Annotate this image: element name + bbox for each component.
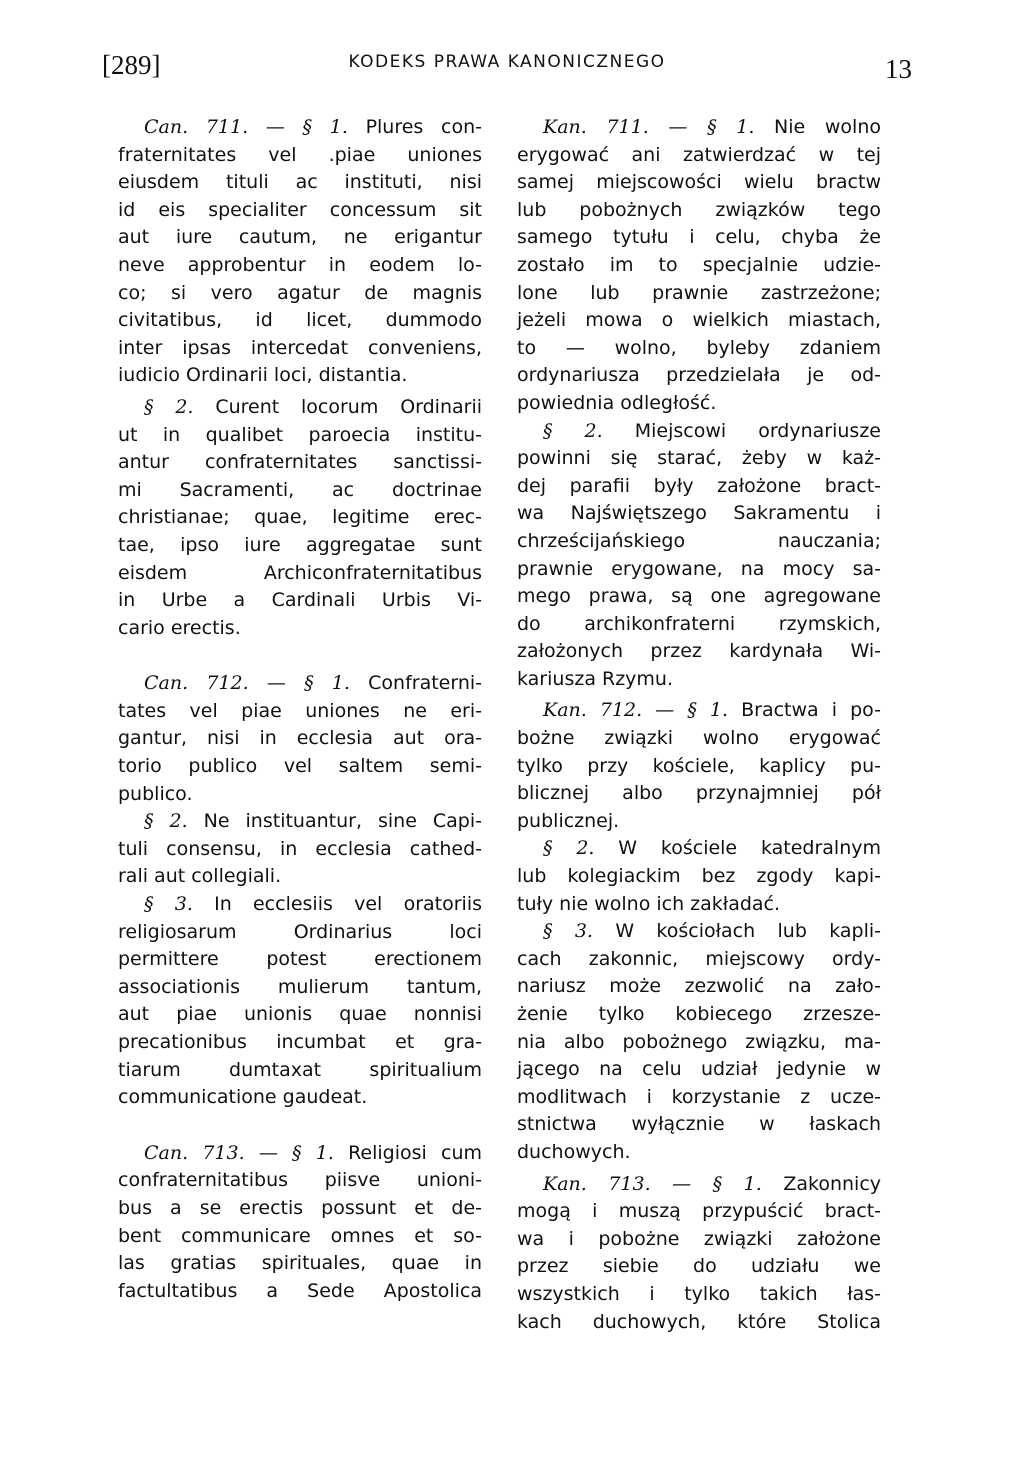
text-line: communicatione gaudeat. — [118, 1086, 368, 1109]
text-line: nariusz może zezwolić na zało- — [517, 975, 881, 998]
text-line: § 3. In ecclesiis vel oratoriis — [144, 893, 482, 916]
running-title: KODEKS PRAWA KANONICZNEGO — [348, 52, 666, 72]
text-line: publico. — [118, 782, 193, 805]
text-line: tuły nie wolno ich zakładać. — [517, 892, 781, 915]
text-line: założonych przez kardynała Wi- — [517, 640, 881, 663]
text-line: iudicio Ordinarii loci, distantia. — [118, 364, 408, 387]
canon-label: Kan. 711. — § 1. — [543, 116, 755, 138]
canon-label: Kan. 713. — § 1. — [543, 1172, 762, 1195]
text-line: tylko przy kościele, kaplicy pu- — [517, 754, 881, 777]
page-reference: [289] — [102, 50, 161, 80]
text-line: § 2. Curent locorum Ordinarii — [144, 395, 483, 418]
text-line: Kan. 711. — § 1. Nie wolno — [543, 116, 881, 138]
section-label: § 2. — [144, 810, 188, 833]
text-line: aut iure cautum, ne erigantur — [118, 226, 482, 249]
text-line: confraternitatibus piisve unioni- — [118, 1169, 482, 1192]
canon-label: Kan. 712. — § 1. — [543, 699, 729, 722]
text-line: erygować ani zatwierdzać w tej — [517, 143, 881, 166]
text-line: id eis specialiter concessum sit — [118, 198, 482, 221]
page-number: 13 — [885, 54, 912, 84]
text-line: cach zakonnic, miejscowy ordy- — [517, 947, 881, 970]
text-line: religiosarum Ordinarius loci — [118, 920, 482, 943]
section-label: § 3. — [144, 893, 193, 916]
text-line: to — wolno, byleby zdaniem — [517, 336, 881, 359]
text-line: zostało im to specjalnie udzie- — [517, 253, 881, 276]
text-line: modlitwach i korzystanie z ucze- — [517, 1085, 881, 1108]
text-line: wszystkich i tylko takich łas- — [517, 1282, 881, 1305]
text-line: blicznej albo przynajmniej pół — [517, 782, 881, 805]
text-line: associationis mulierum tantum, — [118, 975, 482, 998]
section-label: § 2. — [543, 837, 595, 860]
text-line: Can. 713. — § 1. Religiosi cum — [144, 1141, 482, 1164]
section-label: § 2. — [144, 395, 194, 418]
text-line: prawnie erygowane, na mocy sa- — [517, 557, 881, 580]
text-line: kariusza Rzymu. — [517, 667, 674, 690]
text-line: samej miejscowości wielu bractw — [517, 171, 881, 194]
text-line: antur confraternitates sanctissi- — [118, 451, 482, 474]
text-line: gantur, nisi in ecclesia aut ora- — [118, 727, 482, 750]
text-line: bus a se erectis possunt et de- — [118, 1196, 482, 1219]
text-line: rali aut collegiali. — [118, 865, 282, 888]
text-line: eisdem Archiconfraternitatibus — [118, 561, 482, 584]
polish-column — [517, 114, 881, 1336]
text-line: bent communicare omnes et so- — [118, 1224, 482, 1247]
text-line: duchowych. — [517, 1140, 631, 1163]
text-line: stnictwa wyłącznie w łaskach — [517, 1113, 881, 1136]
section-label: § 3. — [543, 920, 593, 943]
text-line: Can. 712. — § 1. Confraterni- — [144, 672, 483, 695]
text-line: wa i pobożne związki założone — [517, 1227, 881, 1250]
text-line: torio publico vel saltem semi- — [118, 755, 482, 778]
text-line: co; si vero agatur de magnis — [118, 281, 482, 304]
text-line: § 2. Ne instituantur, sine Capi- — [144, 810, 482, 833]
text-line: permittere potest erectionem — [118, 948, 482, 971]
text-line: nia albo pobożnego związku, ma- — [517, 1030, 881, 1053]
text-line: precationibus incumbat et gra- — [118, 1031, 482, 1053]
canon-713-polish — [517, 1171, 881, 1337]
text-line: in Urbe a Cardinali Urbis Vi- — [118, 589, 482, 612]
text-line: publicznej. — [517, 809, 620, 832]
canon-label: Can. 712. — § 1. — [144, 672, 350, 695]
text-line: ordynariusza przedzielała je od- — [517, 364, 881, 387]
text-line: chrześcijańskiego nauczania; — [517, 529, 881, 552]
text-line: lub pobożnych związków tego — [517, 198, 881, 221]
text-line: jącego na celu udział jedynie w — [517, 1058, 881, 1081]
text-line: cario erectis. — [118, 616, 241, 639]
text-line: mogą i muszą przypuścić bract- — [517, 1200, 881, 1223]
canon-713-latin — [118, 1140, 482, 1306]
canon-711-polish — [517, 114, 881, 693]
text-line: ut in qualibet paroecia institu- — [118, 423, 482, 446]
text-line: jeżeli mowa o wielkich miastach, — [517, 309, 881, 332]
text-line: kach duchowych, które Stolica — [517, 1310, 881, 1333]
text-line: tates vel piae uniones ne eri- — [118, 699, 482, 722]
text-line: tae, ipso iure aggregatae sunt — [118, 533, 482, 556]
text-line: § 2. Miejscowi ordynariusze — [543, 419, 881, 442]
text-line: żenie tylko kobiecego zrzesze- — [517, 1003, 881, 1025]
text-line: powinni się starać, żeby w każ- — [517, 447, 881, 470]
text-line: dej parafii były założone bract- — [517, 474, 881, 497]
text-line: las gratias spirituales, quae in — [118, 1252, 482, 1275]
text-line: tiarum dumtaxat spiritualium — [118, 1058, 482, 1081]
text-line: lone lub prawnie zastrzeżone; — [517, 281, 881, 304]
text-line: przez siebie do udziału we — [517, 1255, 881, 1278]
canon-label: Can. 713. — § 1. — [144, 1141, 334, 1164]
text-line: eiusdem tituli ac instituti, nisi — [118, 171, 482, 194]
text-line: wa Najświętszego Sakramentu i — [517, 502, 881, 525]
text-line: Can. 711. — § 1. Plures con- — [144, 116, 482, 138]
canon-711-latin — [118, 114, 482, 642]
text-line: factultatibus a Sede Apostolica — [118, 1279, 482, 1302]
canon-712-polish — [517, 697, 881, 1166]
text-line: christianae; quae, legitime erec- — [118, 506, 482, 529]
text-line: civitatibus, id licet, dummodo — [118, 309, 482, 332]
text-line: mi Sacramenti, ac doctrinae — [118, 478, 482, 501]
text-line: inter ipsas intercedat conveniens, — [118, 336, 482, 359]
section-label: § 2. — [543, 419, 603, 442]
text-line: tuli consensu, in ecclesia cathed- — [118, 837, 482, 860]
text-line: Kan. 712. — § 1. Bractwa i po- — [543, 699, 881, 722]
text-line: samego tytułu i celu, chyba że — [517, 226, 881, 249]
canon-712-latin — [118, 670, 482, 1112]
canon-label: Can. 711. — § 1. — [144, 116, 348, 138]
page-header — [102, 44, 912, 88]
text-line: neve approbentur in eodem lo- — [118, 253, 482, 276]
text-line: do archikonfraterni rzymskich, — [517, 612, 881, 635]
text-line: aut piae unionis quae nonnisi — [118, 1003, 482, 1026]
text-line: § 3. W kościołach lub kapli- — [543, 920, 881, 943]
latin-column — [118, 114, 482, 1305]
text-line: § 2. W kościele katedralnym — [543, 837, 881, 860]
text-line: bożne związki wolno erygować — [517, 727, 881, 750]
text-line: powiednia odległość. — [517, 391, 717, 414]
text-line: mego prawa, są one agregowane — [517, 585, 881, 608]
text-line: fraternitates vel .piae uniones — [118, 143, 482, 166]
text-line: Kan. 713. — § 1. Zakonnicy — [543, 1172, 882, 1195]
text-line: lub kolegiackim bez zgody kapi- — [517, 865, 881, 888]
